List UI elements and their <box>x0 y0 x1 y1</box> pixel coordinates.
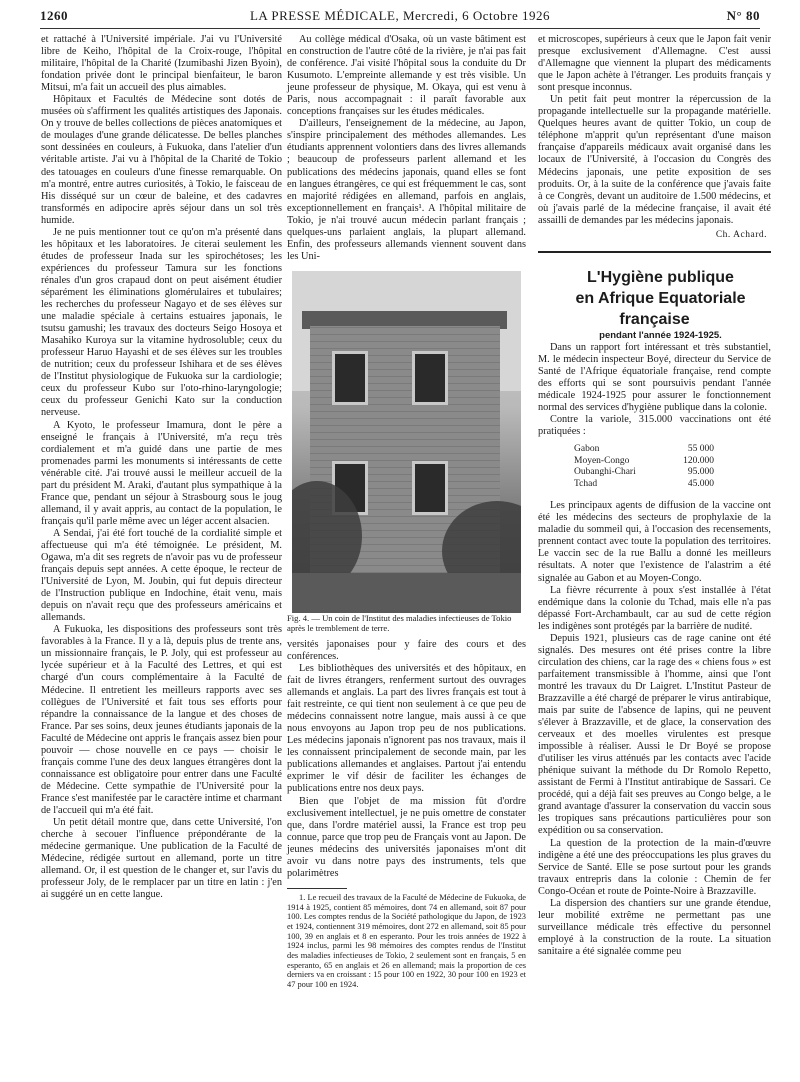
table-row <box>574 479 714 491</box>
header-rule <box>40 28 760 29</box>
column-1 <box>41 34 282 901</box>
article-title: L'Hygiène publique <box>587 268 734 286</box>
paragraph: Depuis 1921, plusieurs cas de rage canine ont été signalés. Des mesures ont été prises contre la libre circulation des chiens, car la rage des « chiens fous » est parfaitement transmissible à l'homme, ainsi que l'ont montré les travaux du Dr Laigret. L'Institut Pasteur de Brazzaville a été chargé de préparer le virus antirabique, mais par suite de l'absence de lapins, qui ne peuvent s'élever à Brazzaville, et de glace, la conservation des cerveaux et des moelles virulentes est presque impossible à réaliser. Aussi le Dr Boyé se propose d'utiliser les virus atténués par les contacts avec l'acide phénique suivant la méthode du Dr Romolo Repetto, assistant de Fermi à l'Institut antirabique de Sassari. Ce procédé, qui a déjà fait ses preuves au Congo belge, a le grand avantage d'assurer la conservation du vaccin sous les tropiques sans précautions particulières pour son expédition ou sa conservation. <box>538 632 771 837</box>
paragraph: Bien que l'objet de ma mission fût d'ordre exclusivement intellectuel, je ne puis omettre de constater que, dans l'ordre matériel aussi, la France est trop peu connue, parce que trop peu de Français vont au Japon. De jeunes médecins des universités japonaises m'ont dit avoir vu dans notre pays des instruments, tels que polarimètres <box>287 795 526 879</box>
figure <box>287 271 526 633</box>
region-label: Tchad <box>574 478 598 489</box>
paragraph: Au collège médical d'Osaka, où un vaste bâtiment est en construction de l'autre côté de la rivière, je n'ai pas fait de conférence. J'ai visité l'hôpital sous la conduite du Dr Kusumoto. L'empreinte allemande y est très visible. Un jeune professeur de physique, M. Okaya, qui est venu à Paris, nous accompagnait : il paraît favorable aux conceptions françaises sur les études médicales. <box>287 34 526 118</box>
footnote-rule <box>287 888 347 889</box>
column-2 <box>287 34 526 990</box>
institute-photo <box>292 271 521 613</box>
region-label: Gabon <box>574 444 600 455</box>
paragraph: Un petit fait peut montrer la répercussion de la propagande intellectuelle sur la propagande matérielle. Quelques heures avant de quitter Tokio, un coup de téléphone m'apprit qu'un représentant d'une maison française d'appareils médicaux avait organisé dans les locaux de l'Université, à l'occasion du Congrès des Médecins japonais, une petite exposition de ses produits. Or, à la suite de la conférence que j'avais faite à ce Congrès, devant un auditoire de 1.500 médecins, et où j'avais parlé de la médecine française, il avait été assailli de demandes par les médecins japonais. <box>538 94 771 226</box>
paragraph: Les bibliothèques des universités et des hôpitaux, en fait de livres étrangers, renferment surtout des ouvrages allemands et anglais. La part des livres français est tout à fait restreinte, ce qui tient non seulement à ce que peu de médecins connaissent notre langue, mais aussi à ce que nous envoyons au Japon trop peu de nos publications. Les médecins japonais n'ignorent pas nos travaux, mais il les connaissent principalement de seconde main, par les publications allemandes et anglaises. Partout j'ai entendu exprimer le vif désir de faciliter les échanges de publications entre nos deux pays. <box>287 662 526 795</box>
paragraph: et rattaché à l'Université impériale. J'ai vu l'Université libre de Keiho, l'hôpital de la Croix-rouge, l'hôpital militaire, l'hôpital de la Charité (Izumibashi Jizen Byoin), fondation privée dont le principal bienfaiteur, le baron Mitsui, m'a fait un accueil des plus aimables. <box>41 34 282 94</box>
region-label: Oubanghi-Chari <box>574 467 636 478</box>
region-value: 45.000 <box>687 478 714 489</box>
paragraph: Contre la variole, 315.000 vaccinations ont été pratiquées : <box>538 414 771 438</box>
table-row <box>574 456 714 468</box>
masthead: LA PRESSE MÉDICALE, Mercredi, 6 Octobre 1926 <box>249 8 551 23</box>
issue-number: N° 80 <box>726 8 760 23</box>
paragraph: Les principaux agents de diffusion de la vaccine ont été les médecins des secteurs de prophylaxie de la maladie du sommeil qui, à l'occasion des recensements, prennent contact avec toute la population des territoires. Le vaccin sec de la rue Ballu a donné les meilleurs résultats. A noter que l'existence de l'alastrim a été signalée au Gabon et au Moyen-Congo. <box>538 500 771 584</box>
region-value: 95.000 <box>687 467 714 478</box>
paragraph: La question de la protection de la main-d'œuvre indigène a été une des préoccupations les plus graves du Service de Santé. Elle se pose surtout pour les grands travaux entrepris dans la colonie : Chemin de fer Congo-Océan et route de Pointe-Noire à Brazzaville. <box>538 837 771 897</box>
paragraph: Je ne puis mentionner tout ce qu'on m'a présenté dans les hôpitaux et les laboratoires. Je citerai seulement les études de professeur Inada sur les spirochétoses; les expériences du professeur Tamura sur les fonctions rénales d'un gros crapaud dont on peut aisément étudier séparément les éliminations glomérulaires et tubulaires; les recherches du professeur Nagayo et de ses élèves sur une maladie spéciale à certains estuaires japonais, le tsutsu gamushi; les travaux des docteurs Seigo Hosoya et Masahiko Kuroya sur la vitamine hydrosoluble; ceux du professeur Haruo Hayashi et de ses élèves sur les troubles de nutrition; ceux du professeur Ishihara et de ses élèves de l'Institut physiologique de Fukuoka sur la cardiologie; ceux du professeur Kubo sur l'oto-rhino-laryngologie; ceux du professeur Genichi Kato sur la conduction nerveuse. <box>41 226 282 419</box>
page-number: 1260 <box>40 8 68 23</box>
figure-caption: Fig. 4. — Un coin de l'Institut des maladies infectieuses de Tokio après le tremblement de terre. <box>287 612 512 633</box>
region-label: Moyen-Congo <box>574 455 630 466</box>
paragraph: versités japonaises pour y faire des cours et des conférences. <box>287 638 526 662</box>
paragraph: D'ailleurs, l'enseignement de la médecine, au Japon, s'inspire principalement des méthodes allemandes. Les étudiants apprennent volontiers dans des livres allemands ; beaucoup de professeurs parlent allemand et les publications des médecins japonais, quand elles se font en langues étrangères, ce qui est fréquemment le cas, sont en majorité rédigées en allemand, parfois en anglais, exceptionnellement en français¹. A l'hôpital militaire de Tokio, je n'ai trouvé aucun médecin parlant français ; quelques-uns parlaient anglais, la plupart allemand. Enfin, des professeurs allemands viennent souvent dans les Uni- <box>287 118 526 262</box>
paragraph: A Sendai, j'ai été fort touché de la cordialité simple et affectueuse qui m'a été témoignée. Le président, M. Ogawa, m'a dit ses regrets de n'avoir pas vu de professeur français depuis sept années. A cette époque, le recteur de l'Université de Lyon, M. Joubin, qui fut depuis directeur de l'Instruction publique en Indochine, était venu, mais depuis on n'avait reçu que des professeurs américains et allemands. <box>41 527 282 624</box>
article-subtitle: pendant l'année 1924-1925. <box>599 329 722 341</box>
paragraph: La fièvre récurrente à poux s'est installée à l'état endémique dans la colonie du Tchad, mais elle n'a pas dépassé Fort-Archambault, car au sud de cette région les indigènes sont protégés par la barrière de nudité. <box>538 584 771 632</box>
article-separator <box>538 251 771 253</box>
paragraph: Un petit détail montre que, dans cette Université, l'on cherche à secouer l'influence prépondérante de la médecine germanique. Une publication de la Faculté de Médecine, rédigée surtout en allemand, porte un titre allemand. Or, il est question de le changer et, sur l'avis du professeur Joly, de le remplacer par un titre en latin : j'en ai suggéré un en cette langue. <box>41 817 282 901</box>
page-header <box>40 8 760 26</box>
paragraph: A Fukuoka, les dispositions des professeurs sont très favorables à la France. Il y a là, depuis plus de trente ans, un missionnaire français, le P. Joly, qui est professeur au lycée supérieur et à la Faculté des Lettres, et qui est chargé d'un cours complémentaire à la Faculté de Médecine. Il entretient les meilleurs rapports avec ses collègues de l'Université et fait tous ses efforts pour répandre la connaissance de la langue et des choses de France. Par ses soins, deux jeunes étudiants japonais de la Faculté de Médecine ont appris le français assez bien pour pouvoir — chose nouvelle en ce pays — choisir le français comme l'une des deux langues étrangères dont la connaissance est obligatoire pour entrer dans une Faculté de Médecine. Cette sympathie de l'Université pour la France s'est manifestée par le caractère intime et charmant de l'accueil qui m'a été fait. <box>41 624 282 816</box>
column-3 <box>538 34 771 958</box>
paragraph: La dispersion des chantiers sur une grande étendue, leur mobilité extrême ne permettant pas une surveillance médicale très effective du personnel employé à la construction de la route. La situation sanitaire a été signalée comme peu <box>538 897 771 957</box>
article-title: en Afrique Equatoriale française <box>575 289 746 328</box>
paragraph: Hôpitaux et Facultés de Médecine sont dotés de musées où s'affirment les qualités artistiques des Japonais. On y trouve de belles collections de pièces anatomiques et de moulages d'une grande délicatesse. De belles planches sont dessinées en couleurs, à Fukuoka, dans l'atelier d'un véritable artiste. J'ai vu à l'hôpital de la Charité de Tokio des tatouages en couleurs d'une finesse remarquable. On m'a montré, entre autres curiosités, à Tokio, le faisceau de His disséqué sur un cœur de baleine, et des cadavres transformés en adipocire après séjour dans un sol très humide. <box>41 94 282 226</box>
paragraph: Dans un rapport fort intéressant et très substantiel, M. le médecin inspecteur Boyé, directeur du Service de Santé de l'Afrique équatoriale française, rend compte des efforts qui se sont poursuivis pendant l'année médicale 1924-1925 pour assurer le fonctionnement normal des services d'hygiène publique dans la colonie. <box>538 341 771 414</box>
table-row <box>574 467 714 479</box>
vaccination-table <box>574 444 771 490</box>
paragraph: et microscopes, supérieurs à ceux que le Japon fait venir presque exclusivement d'Allemagne. C'est aussi d'Allemagne que viennent la plupart des médicaments que le Japon achète à l'étranger. Les produits français y sont presque inconnus. <box>538 34 771 94</box>
table-row <box>574 444 714 456</box>
region-value: 120.000 <box>683 455 714 466</box>
paragraph: A Kyoto, le professeur Imamura, dont le père a enseigné le français à l'Université, m'a reçu très cordialement et m'a guidé dans une partie de mes promenades parmi les monuments si intéressants de cette vénérable cité. J'ai trouvé aussi le meilleur accueil de la part du président M. Araki, d'autant plus sympathique à la France que, pendant un séjour à Strasbourg sous le joug allemand, il y avait appris, au contact de la population, le français qu'il parle même avec un léger accent alsacien. <box>41 419 282 527</box>
region-value: 55 000 <box>687 444 714 455</box>
author-signature: Ch. Achard. <box>715 229 767 240</box>
footnote: 1. Le recueil des travaux de la Faculté de Médecine de Fukuoka, de 1914 à 1925, contient 85 mémoires, dont 74 en allemand, soit 87 pour 100. Les comptes rendus de la Société pathologique du Japon, de 1923 et 1924, contiennent 319 mémoires, dont 272 en allemand, soit 85 pour 100, 39 en anglais et 8 en esperanto. Pour les trois années de 1922 à 1924 inclus, parmi les 98 mémoires des comptes rendus de l'Institut des maladies infectieuses de Tokio, 2 seulement sont en français, 5 en esperanto, 65 en anglais et 26 en allemand; mais la proportion de ces derniers va en croissant : 15 pour 100 en 1922, 30 pour 100 en 1923 et 47 pour 100 en 1924. <box>287 892 526 990</box>
